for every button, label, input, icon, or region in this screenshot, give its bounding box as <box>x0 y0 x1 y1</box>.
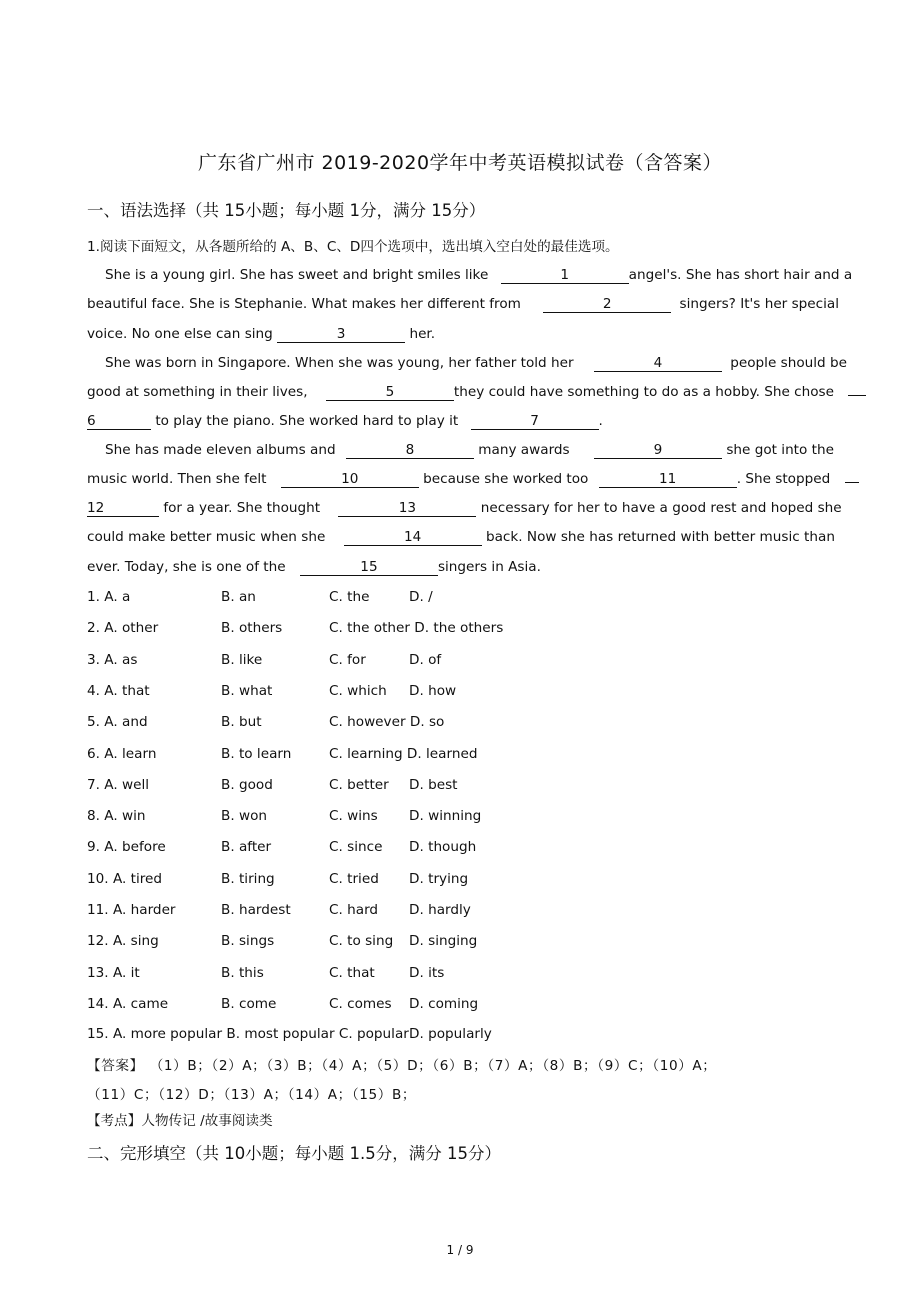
text: necessary for her to have a good rest and hoped she <box>480 500 842 516</box>
text: they could have something to do as a hobby. She chose <box>453 384 835 400</box>
option-cell: B. good <box>221 776 273 793</box>
option-cell: D. coming <box>409 995 479 1012</box>
option-cell: D. of <box>409 651 442 668</box>
text: singers? It's her special <box>679 296 840 312</box>
option-cell: D. hardly <box>409 902 471 918</box>
passage-line <box>87 469 859 489</box>
page-number: 1 / 9 <box>446 1243 474 1257</box>
option-cell: C. learning D. learned <box>329 745 478 762</box>
text: she got into the <box>726 442 834 458</box>
option-cell: 12. A. sing <box>87 933 159 950</box>
option-cell: C. the other D. the others <box>329 620 504 637</box>
text: could make better music when she <box>87 529 326 545</box>
answer-line: 【答案】 （1）B；（2）A；（3）B；（4）A；（5）D；（6）B；（7）A；（8）B；（9）C；（10）A； <box>87 1058 717 1074</box>
text: many awards <box>478 442 570 458</box>
option-cell: C. that <box>329 964 375 981</box>
option-cell: C. which <box>329 682 387 699</box>
blank-9: 9 <box>594 442 722 459</box>
option-cell: 2. A. other <box>87 620 159 637</box>
option-cell: C. better <box>329 776 389 793</box>
passage-line <box>87 411 603 431</box>
option-cell: 3. A. as <box>87 651 138 668</box>
passage-line <box>87 498 842 518</box>
passage-line <box>105 353 847 373</box>
text: her. <box>409 326 436 342</box>
answer-line: （11）C；（12）D；（13）A；（14）A；（15）B； <box>87 1087 417 1103</box>
text: . She stopped <box>736 471 831 487</box>
option-cell: C. hard <box>329 902 379 918</box>
text: She was born in Singapore. When she was young, her father told her <box>105 355 574 371</box>
option-cell: B. others <box>221 620 283 637</box>
option-cell: 11. A. harder <box>87 902 176 918</box>
option-cell: 7. A. well <box>87 776 150 793</box>
text: for a year. She thought <box>163 500 321 516</box>
text: back. Now she has returned with better music than <box>485 529 835 545</box>
section-2-heading: 二、完形填空（共 10小题；每小题 1.5分，满分 15分） <box>87 1144 501 1163</box>
blank-6: 6 <box>87 413 151 430</box>
option-cell: B. sings <box>221 933 275 950</box>
text: beautiful face. She is Stephanie. What makes her different from <box>87 296 521 312</box>
option-cell: D. singing <box>409 933 478 950</box>
option-cell: 10. A. tired <box>87 870 163 887</box>
blank-11: 11 <box>599 471 737 488</box>
option-cell: 9. A. before <box>87 839 166 856</box>
passage-line <box>87 557 541 577</box>
passage-line <box>87 382 866 402</box>
blank-7: 7 <box>471 413 599 430</box>
passage-line <box>87 294 839 314</box>
passage-line <box>87 527 835 547</box>
option-cell: C. however D. so <box>329 714 445 731</box>
option-cell: B. to learn <box>221 745 292 762</box>
text: angel's. She has short hair and a <box>628 267 853 283</box>
option-cell: D. trying <box>409 870 469 887</box>
blank-3: 3 <box>277 326 405 343</box>
option-cell: C. comes <box>329 995 392 1012</box>
option-cell: B. this <box>221 964 264 981</box>
option-cell: 6. A. learn <box>87 745 157 762</box>
option-cell: B. like <box>221 651 263 668</box>
passage-line <box>105 440 834 460</box>
option-cell: 5. A. and <box>87 714 148 731</box>
text: ever. Today, she is one of the <box>87 559 286 575</box>
option-cell: C. tried <box>329 870 379 887</box>
option-cell: C. to sing <box>329 933 394 950</box>
blank-4: 4 <box>594 355 722 372</box>
blank-6-start <box>848 395 866 396</box>
option-cell: D. best <box>409 776 458 793</box>
option-cell: C. since <box>329 839 383 856</box>
option-cell: D. though <box>409 839 477 856</box>
option-cell: C. wins <box>329 808 378 825</box>
blank-2: 2 <box>543 296 671 313</box>
text: because she worked too <box>423 471 589 487</box>
text: good at something in their lives, <box>87 384 308 400</box>
section-1-heading: 一、语法选择（共 15小题；每小题 1分，满分 15分） <box>87 201 486 220</box>
blank-15: 15 <box>300 559 438 576</box>
option-cell: B. what <box>221 682 273 699</box>
kaodian: 【考点】人物传记 /故事阅读类 <box>87 1113 273 1129</box>
option-cell: B. won <box>221 808 268 825</box>
option-cell: C. for <box>329 651 366 668</box>
passage-line <box>105 265 852 285</box>
blank-1: 1 <box>501 267 629 284</box>
instruction: 1.阅读下面短文，从各题所给的 A、B、C、D四个选项中，选出填入空白处的最佳选项。 <box>87 239 619 255</box>
blank-14: 14 <box>344 529 482 546</box>
text: to play the piano. She worked hard to play it <box>155 413 459 429</box>
option-cell: 14. A. came <box>87 995 169 1012</box>
option-cell: B. come <box>221 995 277 1012</box>
option-cell: 4. A. that <box>87 682 150 699</box>
option-cell: D. how <box>409 682 457 699</box>
blank-10: 10 <box>281 471 419 488</box>
option-cell: 1. A. a <box>87 589 131 605</box>
text: music world. Then she felt <box>87 471 267 487</box>
option-cell: 13. A. it <box>87 964 140 981</box>
blank-5: 5 <box>326 384 454 401</box>
option-cell: D. / <box>409 589 433 605</box>
option-cell: B. after <box>221 839 272 856</box>
text: . <box>598 413 603 429</box>
text: singers in Asia. <box>437 559 541 575</box>
option-cell: D. winning <box>409 808 482 825</box>
option-15: 15. A. more popular B. most popular C. popular <box>87 1026 409 1042</box>
option-cell: B. hardest <box>221 902 291 918</box>
text: She has made eleven albums and <box>105 442 336 458</box>
blank-13: 13 <box>338 500 476 517</box>
text: people should be <box>730 355 847 371</box>
blank-12: 12 <box>87 500 159 517</box>
page-title: 广东省广州市 2019-2020学年中考英语模拟试卷（含答案） <box>197 152 723 174</box>
option-15-d: D. popularly <box>409 1026 492 1042</box>
blank-12-start <box>845 482 859 483</box>
option-cell: B. an <box>221 589 256 605</box>
option-cell: C. the <box>329 589 370 605</box>
passage-line <box>87 324 435 344</box>
option-cell: B. tiring <box>221 870 275 887</box>
text: voice. No one else can sing <box>87 326 273 342</box>
text: She is a young girl. She has sweet and bright smiles like <box>105 267 489 283</box>
option-cell: 8. A. win <box>87 808 146 825</box>
option-cell: B. but <box>221 714 262 731</box>
blank-8: 8 <box>346 442 474 459</box>
option-cell: D. its <box>409 964 445 981</box>
